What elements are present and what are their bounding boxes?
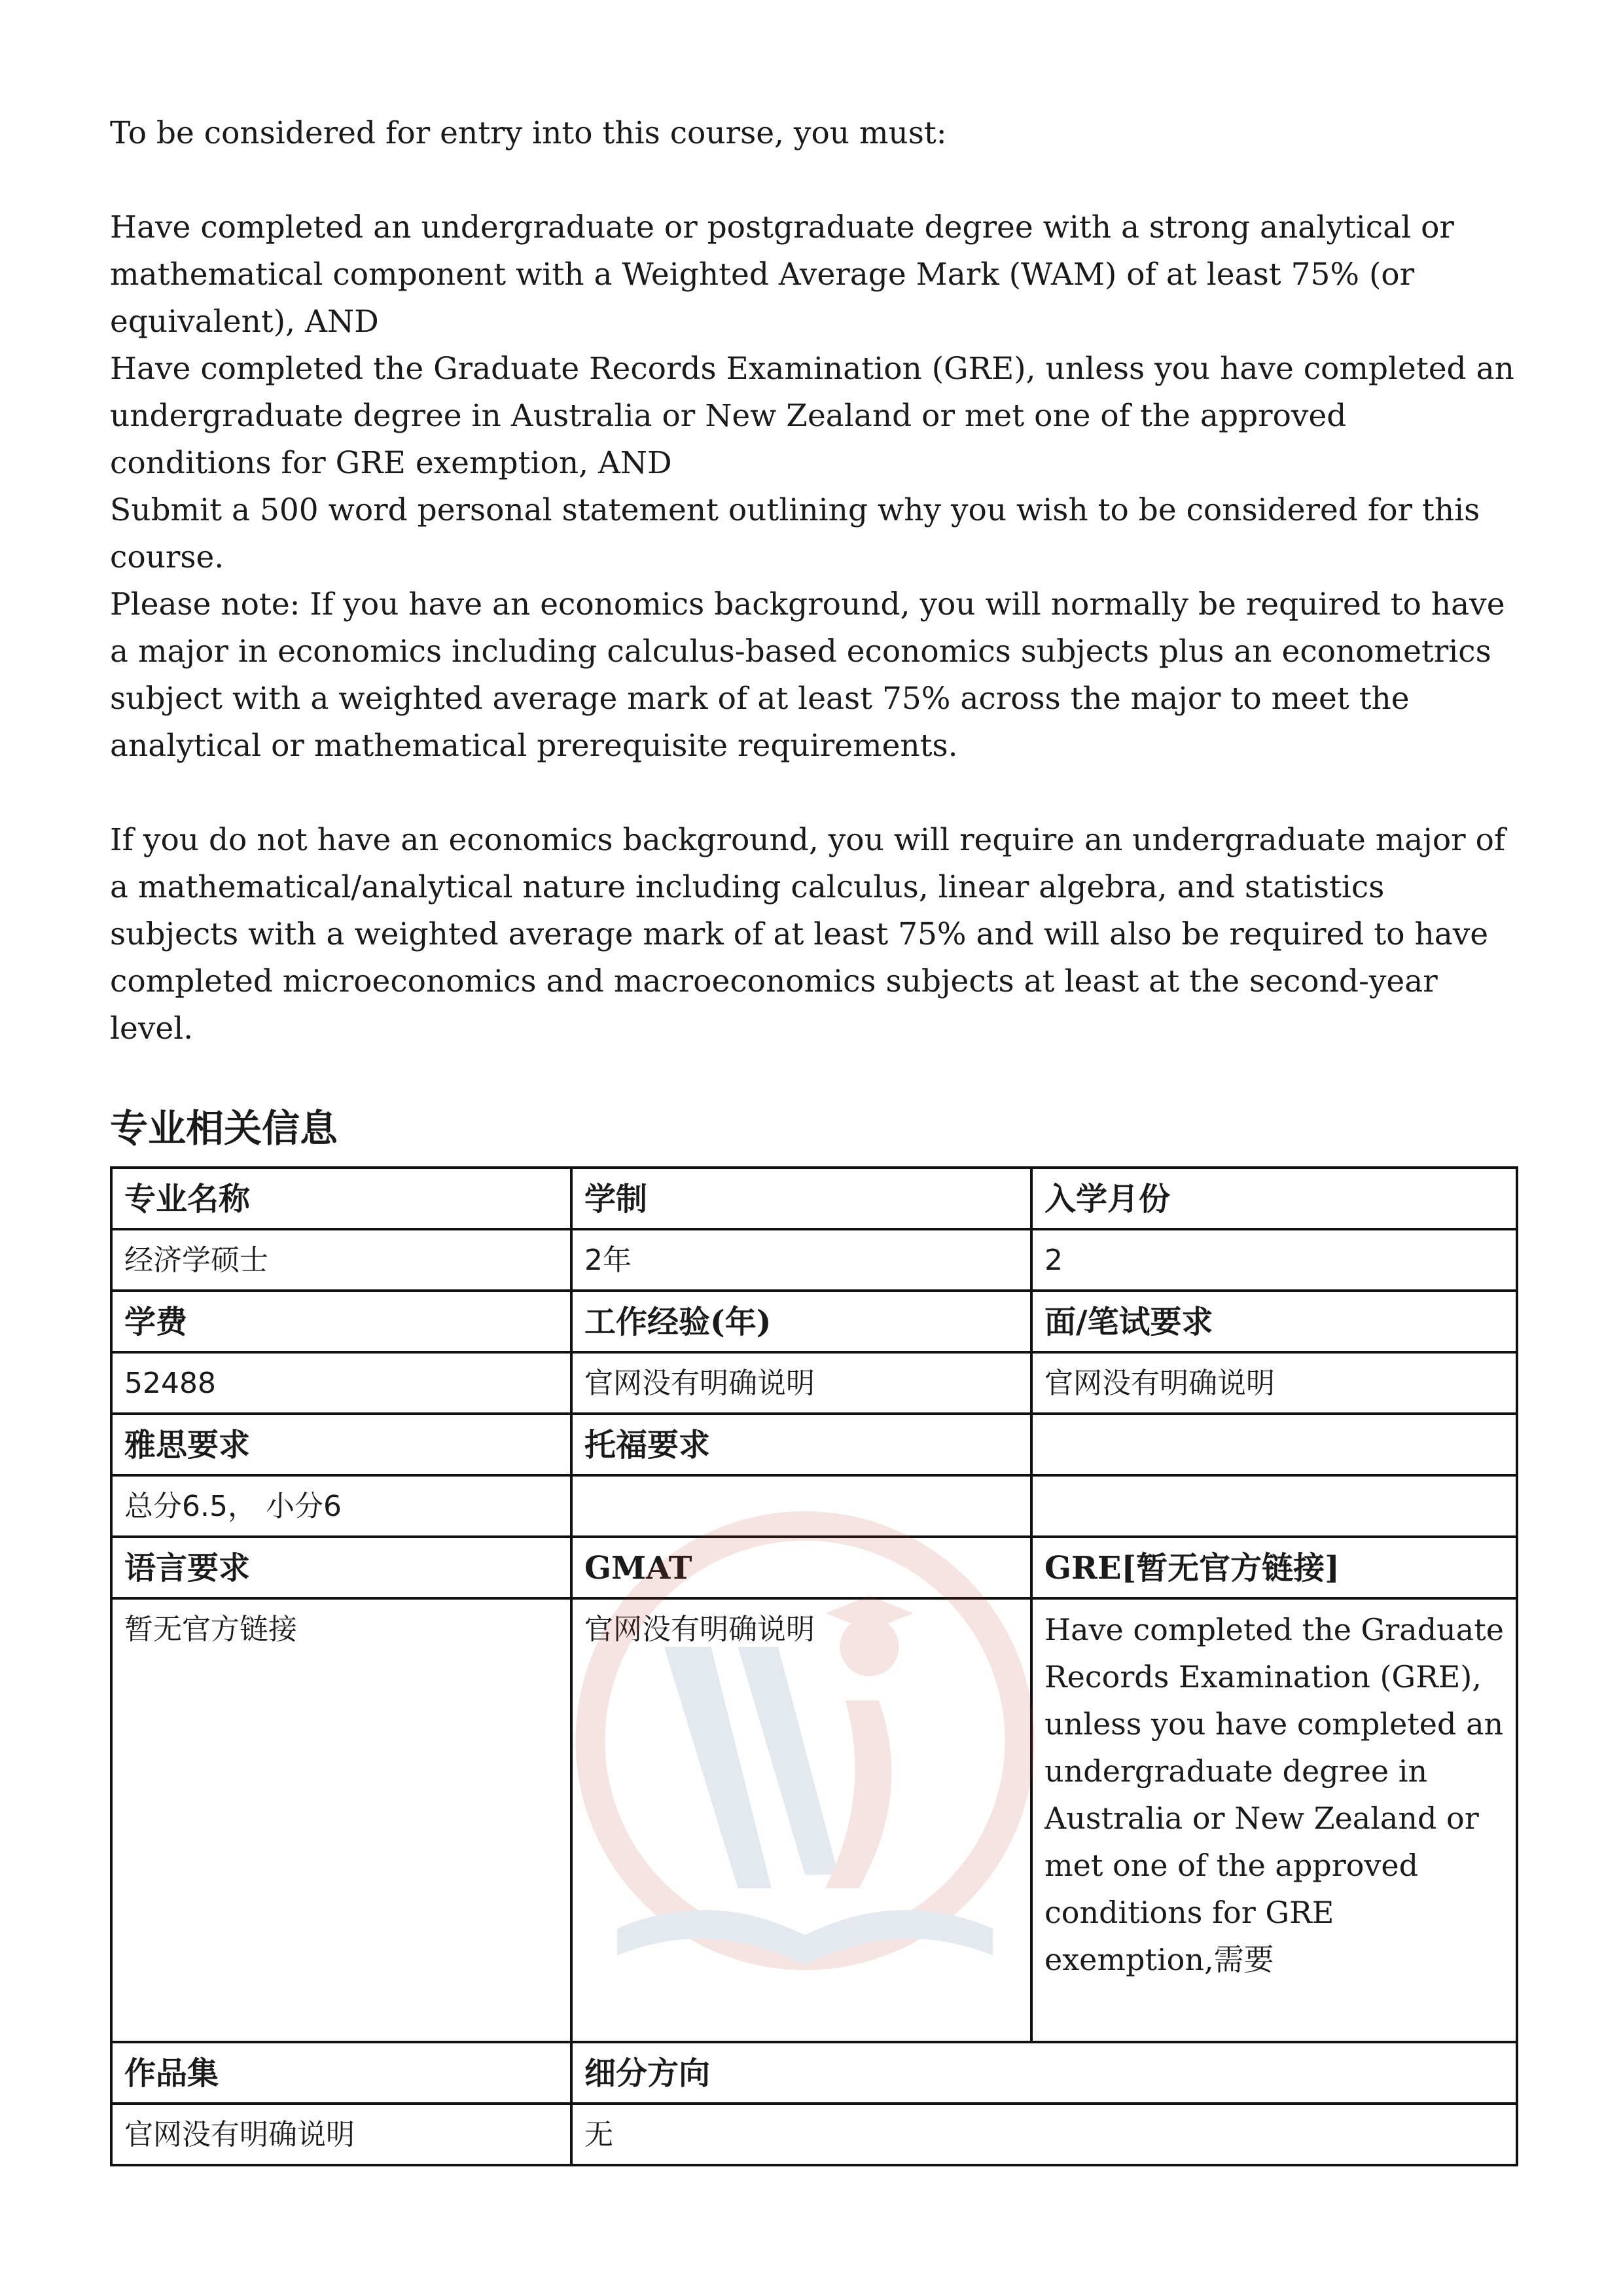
table-row [111,1291,1517,1352]
requirement-gre: Have completed the Graduate Records Examination (GRE), unless you have completed an undergraduate degree in Australia or New Zealand or met one of the approved conditions for GRE exemption, AND [110,351,1514,481]
value-cell-tuition: 52488 [111,1352,571,1414]
value-cell-gre: Have completed the Graduate Records Examination (GRE), unless you have completed an undergraduate degree in Australia or New Zealand or met one of the approved conditions for GRE exemption,需要 [1031,1598,1517,2042]
header-cell-work-experience: 工作经验(年) [571,1291,1031,1352]
table-row [111,1352,1517,1414]
table-row [111,1475,1517,1537]
table-row [111,1598,1517,2042]
note-non-economics-background: If you do not have an economics background, you will require an undergraduate major of a mathematical/analytical nature including calculus, linear algebra, and statistics subjects with a weighted average mark of at least 75% and will also be required to have completed microeconomics and macroeconomics subjects at least at the second-year level. [110,822,1506,1047]
table-row [111,1414,1517,1475]
value-cell-work-experience: 官网没有明确说明 [571,1352,1031,1414]
value-cell-gmat: 官网没有明确说明 [571,1598,1031,2042]
header-cell-tuition: 学费 [111,1291,571,1352]
header-cell-specialization: 细分方向 [571,2042,1517,2104]
header-cell-intake-month: 入学月份 [1031,1168,1517,1229]
paragraph-gap [110,770,1516,817]
header-cell-program-name: 专业名称 [111,1168,571,1229]
requirement-wam: Have completed an undergraduate or postgraduate degree with a strong analytical or mathematical component with a Weighted Average Mark (WAM) of at least 75% (or equivalent), AND [110,209,1454,340]
value-cell-ielts: 总分6.5， 小分6 [111,1475,571,1537]
header-cell-gre: GRE[暂无官方链接] [1031,1537,1517,1598]
value-cell-interview-exam: 官网没有明确说明 [1031,1352,1517,1414]
admission-requirements [110,110,1516,1052]
header-cell-gmat: GMAT [571,1537,1031,1598]
header-cell-language: 语言要求 [111,1537,571,1598]
value-cell-empty [1031,1475,1517,1537]
requirements-lead: To be considered for entry into this course, you must: [110,115,947,151]
program-info-table [110,1166,1518,2166]
header-cell-interview-exam: 面/笔试要求 [1031,1291,1517,1352]
value-cell-portfolio: 官网没有明确说明 [111,2104,571,2165]
value-cell-intake-month: 2 [1031,1229,1517,1291]
table-row [111,1537,1517,1598]
table-row [111,1168,1517,1229]
requirement-personal-statement: Submit a 500 word personal statement outlining why you wish to be considered for this course. [110,492,1480,575]
header-cell-portfolio: 作品集 [111,2042,571,2104]
section-title: 专业相关信息 [110,1106,338,1151]
table-row [111,2104,1517,2165]
value-cell-program-name: 经济学硕士 [111,1229,571,1291]
value-cell-specialization: 无 [571,2104,1517,2165]
document-page [110,110,1516,2166]
table-row [111,2042,1517,2104]
header-cell-toefl: 托福要求 [571,1414,1031,1475]
header-cell-duration: 学制 [571,1168,1031,1229]
header-cell-ielts: 雅思要求 [111,1414,571,1475]
header-cell-empty [1031,1414,1517,1475]
value-cell-language: 暂无官方链接 [111,1598,571,2042]
value-cell-duration: 2年 [571,1229,1031,1291]
value-cell-toefl [571,1475,1031,1537]
paragraph-gap [110,157,1516,204]
table-row [111,1229,1517,1291]
note-economics-background: Please note: If you have an economics background, you will normally be required to have a major in economics including calculus-based economics subjects plus an econometrics subject with a weighted average mark of at least 75% across the major to meet the analytical or mathematical prerequisite requirements. [110,586,1505,764]
